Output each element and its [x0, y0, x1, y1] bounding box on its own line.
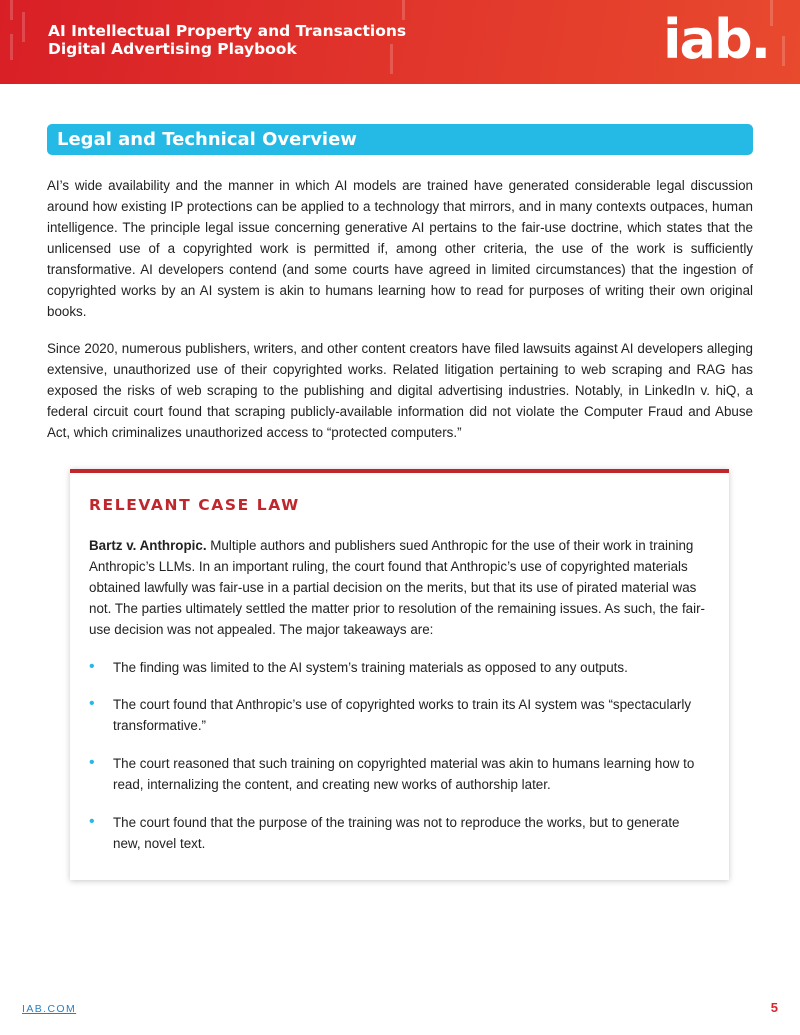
- bullet-icon: •: [89, 754, 95, 771]
- header-decoration: [10, 0, 13, 20]
- list-item-text: The court reasoned that such training on copyrighted material was akin to humans learning how to read, internalizing the content, and creating new works of authorship later.: [113, 756, 695, 792]
- document-title: [48, 22, 406, 58]
- list-item-text: The court found that Anthropic’s use of copyrighted works to train its AI system was “spectacularly transformative.”: [113, 697, 692, 733]
- section-heading-bar: [47, 124, 753, 155]
- bullet-icon: •: [89, 695, 95, 712]
- document-title-line2: Digital Advertising Playbook: [48, 40, 297, 58]
- list-item: [89, 657, 709, 678]
- bullet-icon: •: [89, 658, 95, 675]
- body-paragraph: Since 2020, numerous publishers, writers, and other content creators have filed lawsuits against AI developers alleging extensive, unauthorized use of their copyrighted works. Related litigation pertaining to web scraping and RAG has exposed the risks of web scraping to the publishing and digital advertising industries. Notably, in LinkedIn v. hiQ, a federal circuit court found that scraping publicly-available information did not violate the Computer Fraud and Abuse Act, which criminalizes unauthorized access to “protected computers.”: [47, 341, 753, 440]
- header-decoration: [402, 0, 405, 20]
- header-decoration: [770, 0, 773, 26]
- body-paragraph: AI’s wide availability and the manner in which AI models are trained have generated considerable legal discussion around how existing IP protections can be applied to a technology that mirrors, and in many contexts outpaces, human intelligence. The principle legal issue concerning generative AI pertains to the fair-use doctrine, which states that the unlicensed use of a copyrighted work is permitted if, among other criteria, the use of the work is sufficiently transformative. AI developers contend (and some courts have agreed in limited circumstances) that the ingestion of copyrighted works by an AI system is akin to humans learning how to read for purposes of writing their own original books.: [47, 178, 753, 319]
- list-item-text: The finding was limited to the AI system’s training materials as opposed to any outputs.: [113, 660, 628, 675]
- iab-logo: iab.: [663, 8, 770, 71]
- site-link[interactable]: IAB.COM: [22, 1003, 77, 1015]
- page-header: [0, 0, 800, 84]
- case-law-callout: [70, 469, 729, 880]
- section-title: Legal and Technical Overview: [57, 129, 357, 150]
- document-title-line1: AI Intellectual Property and Transactions: [48, 22, 407, 40]
- list-item: [89, 812, 709, 854]
- list-item-text: The court found that the purpose of the training was not to reproduce the works, but to generate new, novel text.: [113, 815, 680, 851]
- header-decoration: [782, 36, 785, 66]
- page-number: 5: [770, 1000, 778, 1015]
- case-law-heading: RELEVANT CASE LAW: [89, 496, 300, 514]
- case-summary: [89, 535, 709, 640]
- bullet-icon: •: [89, 813, 95, 830]
- header-decoration: [10, 34, 13, 60]
- case-name: Bartz v. Anthropic.: [89, 538, 207, 553]
- header-decoration: [22, 12, 25, 42]
- takeaways-list: [89, 657, 709, 854]
- list-item: [89, 753, 709, 795]
- case-description: Multiple authors and publishers sued Anthropic for the use of their work in training Anthropic’s LLMs. In an important ruling, the court found that Anthropic’s use of copyrighted materials obtained lawfully was fair-use in a partial decision on the merits, but that its use of pirated material was not. The parties ultimately settled the matter prior to resolution of the remaining issues. As such, the fair-use decision was not appealed. The major takeaways are:: [89, 538, 706, 637]
- list-item: [89, 694, 709, 736]
